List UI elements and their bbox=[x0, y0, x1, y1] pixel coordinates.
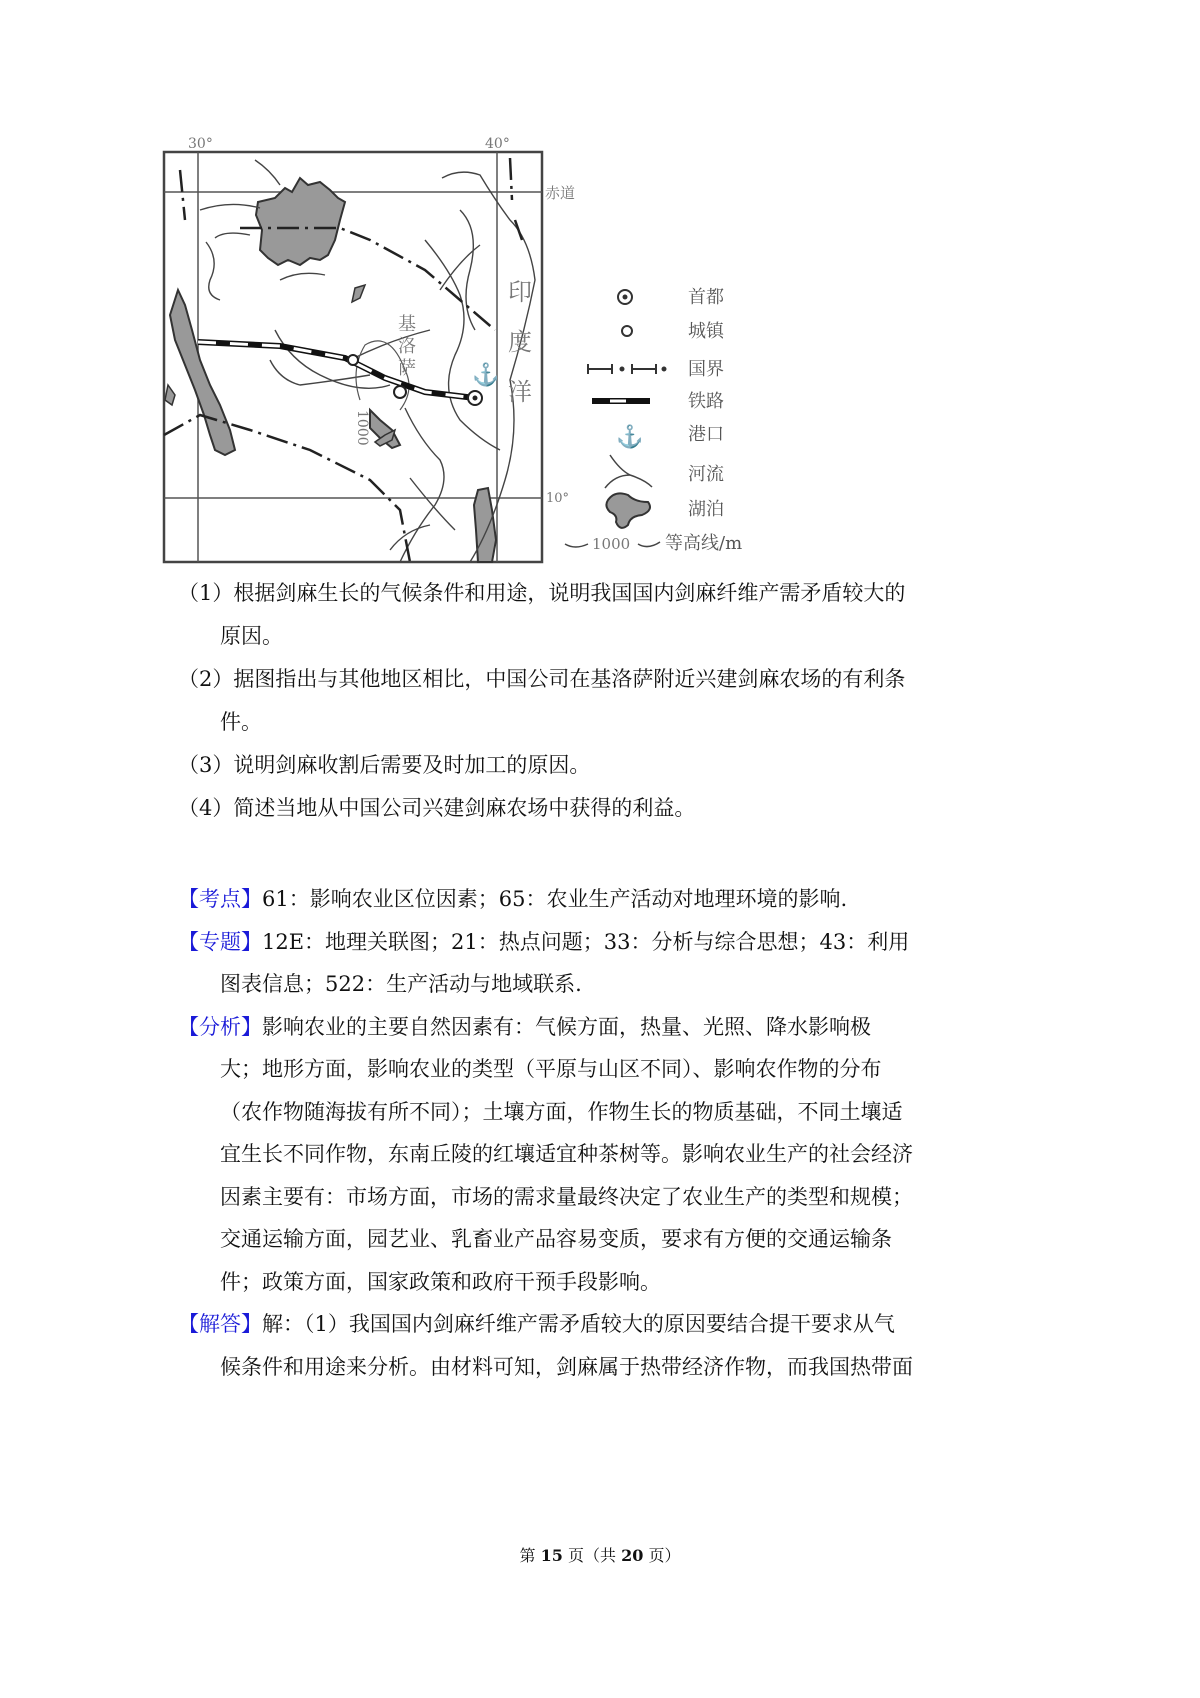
railway bbox=[198, 342, 475, 398]
kaodian-section bbox=[178, 878, 968, 921]
question-3: （3）说明剑麻收割后需要及时加工的原因。 bbox=[178, 753, 591, 777]
legend-port-label: 港口 bbox=[688, 424, 724, 445]
question-2-cont: 件。 bbox=[220, 710, 262, 734]
kilosa-label-3: 萨 bbox=[398, 358, 416, 379]
question-1: （1）根据剑麻生长的气候条件和用途，说明我国国内剑麻纤维产需矛盾较大的 bbox=[178, 581, 906, 605]
lon-label-40: 40° bbox=[485, 136, 510, 152]
legend-town-icon bbox=[622, 326, 632, 336]
footer-suffix: 页） bbox=[643, 1546, 681, 1565]
lake-malawi bbox=[474, 488, 496, 562]
zhuanti-section bbox=[178, 921, 968, 964]
legend-capital-label: 首都 bbox=[688, 287, 724, 308]
legend-port-icon: ⚓ bbox=[616, 425, 644, 450]
lake-victoria bbox=[256, 178, 345, 265]
footer-middle: 页（共 bbox=[562, 1546, 622, 1565]
lon-label-30: 30° bbox=[188, 136, 213, 152]
kilosa-label-1: 基 bbox=[398, 314, 416, 335]
footer-prefix: 第 bbox=[519, 1546, 541, 1565]
lat-label-10: 10° bbox=[546, 491, 570, 506]
fenxi-section bbox=[178, 1006, 968, 1049]
zhuanti-tag: 【专题】 bbox=[178, 929, 262, 954]
fenxi-text-5: 因素主要有：市场方面，市场的需求量最终决定了农业生产的类型和规模； bbox=[220, 1184, 913, 1209]
fenxi-text-2: 大；地形方面，影响农业的类型（平原与山区不同）、影响农作物的分布 bbox=[220, 1057, 882, 1081]
ocean-label-2: 度 bbox=[508, 328, 532, 356]
total-pages: 20 bbox=[621, 1546, 644, 1565]
question-4: （4）简述当地从中国公司兴建剑麻农场中获得的利益。 bbox=[178, 796, 696, 820]
legend-lake-icon bbox=[606, 493, 650, 528]
zhuanti-text-1: 12E：地理关联图；21：热点问题；33：分析与综合思想；43：利用 bbox=[262, 929, 910, 954]
legend-town-label: 城镇 bbox=[688, 321, 724, 342]
question-1-cont: 原因。 bbox=[220, 624, 283, 648]
legend-river-label: 河流 bbox=[688, 464, 724, 485]
question-2: （2）据图指出与其他地区相比，中国公司在基洛萨附近兴建剑麻农场的有利条 bbox=[178, 667, 906, 691]
map-legend bbox=[565, 287, 742, 554]
legend-lake-label: 湖泊 bbox=[688, 499, 724, 520]
capital-dot bbox=[473, 396, 478, 401]
map-figure bbox=[160, 130, 810, 580]
question-list bbox=[178, 572, 958, 830]
jieda-section bbox=[178, 1303, 968, 1346]
fenxi-text-3: （农作物随海拔有所不同）；土壤方面，作物生长的物质基础，不同土壤适 bbox=[220, 1099, 903, 1124]
town-kilosa bbox=[394, 386, 406, 398]
ocean-label-3: 洋 bbox=[508, 378, 532, 406]
page-footer bbox=[0, 1543, 1200, 1566]
lake-small-mid bbox=[352, 285, 365, 302]
page-number: 15 bbox=[540, 1546, 563, 1565]
equator-label: 赤道 bbox=[545, 184, 576, 202]
ocean-label-1: 印 bbox=[508, 278, 532, 306]
fenxi-text-1: 影响农业的主要自然因素有：气候方面，热量、光照、降水影响极 bbox=[262, 1014, 871, 1039]
fenxi-text-6: 交通运输方面，园艺业、乳畜业产品容易变质，要求有方便的交通运输条 bbox=[220, 1227, 892, 1251]
legend-river-icon bbox=[605, 455, 652, 488]
legend-border-icon bbox=[588, 364, 666, 374]
kaodian-text: 61：影响农业区位因素；65：农业生产活动对地理环境的影响. bbox=[262, 887, 848, 911]
jieda-tag: 【解答】 bbox=[178, 1312, 262, 1336]
kilosa-label-2: 洛 bbox=[398, 336, 416, 357]
fenxi-tag: 【分析】 bbox=[178, 1014, 262, 1039]
legend-contour-label: 等高线/m bbox=[665, 533, 743, 554]
jieda-text-2: 候条件和用途来分析。由材料可知，剑麻属于热带经济作物，而我国热带面 bbox=[220, 1354, 913, 1379]
legend-railway-icon bbox=[592, 398, 650, 404]
legend-railway-label: 铁路 bbox=[688, 391, 724, 412]
lake-tanganyika bbox=[170, 290, 235, 455]
fenxi-text-4: 宜生长不同作物，东南丘陵的红壤适宜种茶树等。影响农业生产的社会经济 bbox=[220, 1142, 913, 1166]
town-marker bbox=[348, 355, 358, 365]
lake-small-west bbox=[165, 385, 175, 405]
port-anchor-icon: ⚓ bbox=[472, 363, 500, 388]
zhuanti-text-2: 图表信息；522：生产活动与地域联系. bbox=[220, 972, 582, 996]
solution-block bbox=[178, 878, 968, 1388]
legend-contour-value: 1000 bbox=[592, 535, 631, 553]
kaodian-tag: 【考点】 bbox=[178, 887, 262, 911]
fenxi-text-7: 件；政策方面，国家政策和政府干预手段影响。 bbox=[220, 1269, 661, 1294]
legend-contour-icon bbox=[565, 535, 660, 553]
contour-label: 1000 bbox=[354, 410, 370, 446]
legend-border-label: 国界 bbox=[688, 359, 724, 380]
jieda-text-1: 解：（1）我国国内剑麻纤维产需矛盾较大的原因要结合提干要求从气 bbox=[262, 1312, 895, 1336]
